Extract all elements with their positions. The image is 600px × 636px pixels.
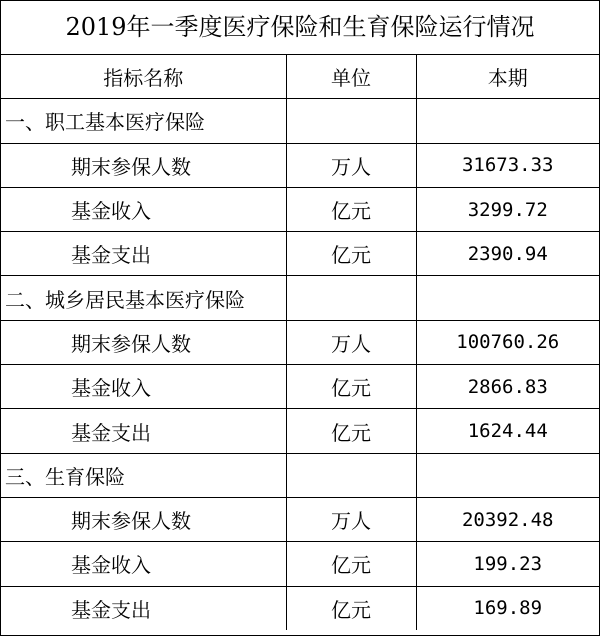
row-value: 20392.48 xyxy=(416,497,599,541)
empty-cell xyxy=(286,453,416,497)
section-label: 二、城乡居民基本医疗保险 xyxy=(1,276,286,320)
row-name: 基金支出 xyxy=(1,232,286,276)
table-row xyxy=(1,497,599,541)
row-value: 169.89 xyxy=(416,586,599,630)
row-name: 基金收入 xyxy=(1,187,286,231)
section-label: 一、职工基本医疗保险 xyxy=(1,99,286,143)
row-unit: 亿元 xyxy=(286,232,416,276)
row-unit: 亿元 xyxy=(286,542,416,586)
row-name: 基金收入 xyxy=(1,365,286,409)
row-value: 1624.44 xyxy=(416,409,599,453)
empty-cell xyxy=(286,99,416,143)
row-value: 199.23 xyxy=(416,542,599,586)
section-label: 三、生育保险 xyxy=(1,453,286,497)
row-name: 基金支出 xyxy=(1,409,286,453)
row-unit: 亿元 xyxy=(286,586,416,630)
table-row xyxy=(1,542,599,586)
empty-cell xyxy=(416,276,599,320)
row-unit: 万人 xyxy=(286,320,416,364)
row-unit: 万人 xyxy=(286,497,416,541)
header-name: 指标名称 xyxy=(1,55,286,99)
empty-cell xyxy=(286,276,416,320)
table-row xyxy=(1,187,599,231)
row-value: 2390.94 xyxy=(416,232,599,276)
section-row-resident xyxy=(1,276,599,320)
header-unit: 单位 xyxy=(286,55,416,99)
row-name: 基金支出 xyxy=(1,586,286,630)
table-row xyxy=(1,143,599,187)
row-unit: 万人 xyxy=(286,143,416,187)
row-unit: 亿元 xyxy=(286,365,416,409)
empty-cell xyxy=(416,99,599,143)
table-row xyxy=(1,586,599,630)
row-name: 期末参保人数 xyxy=(1,320,286,364)
row-value: 31673.33 xyxy=(416,143,599,187)
row-name: 基金收入 xyxy=(1,542,286,586)
header-row xyxy=(1,55,599,99)
row-name: 期末参保人数 xyxy=(1,143,286,187)
row-unit: 亿元 xyxy=(286,409,416,453)
table-title: 2019年一季度医疗保险和生育保险运行情况 xyxy=(1,1,599,55)
section-row-maternity xyxy=(1,453,599,497)
section-row-employee xyxy=(1,99,599,143)
table-row xyxy=(1,409,599,453)
table-row xyxy=(1,365,599,409)
header-value: 本期 xyxy=(416,55,599,99)
insurance-table xyxy=(1,55,599,630)
table-row xyxy=(1,232,599,276)
row-value: 100760.26 xyxy=(416,320,599,364)
table-row xyxy=(1,320,599,364)
row-name: 期末参保人数 xyxy=(1,497,286,541)
row-value: 3299.72 xyxy=(416,187,599,231)
empty-cell xyxy=(416,453,599,497)
row-unit: 亿元 xyxy=(286,187,416,231)
row-value: 2866.83 xyxy=(416,365,599,409)
